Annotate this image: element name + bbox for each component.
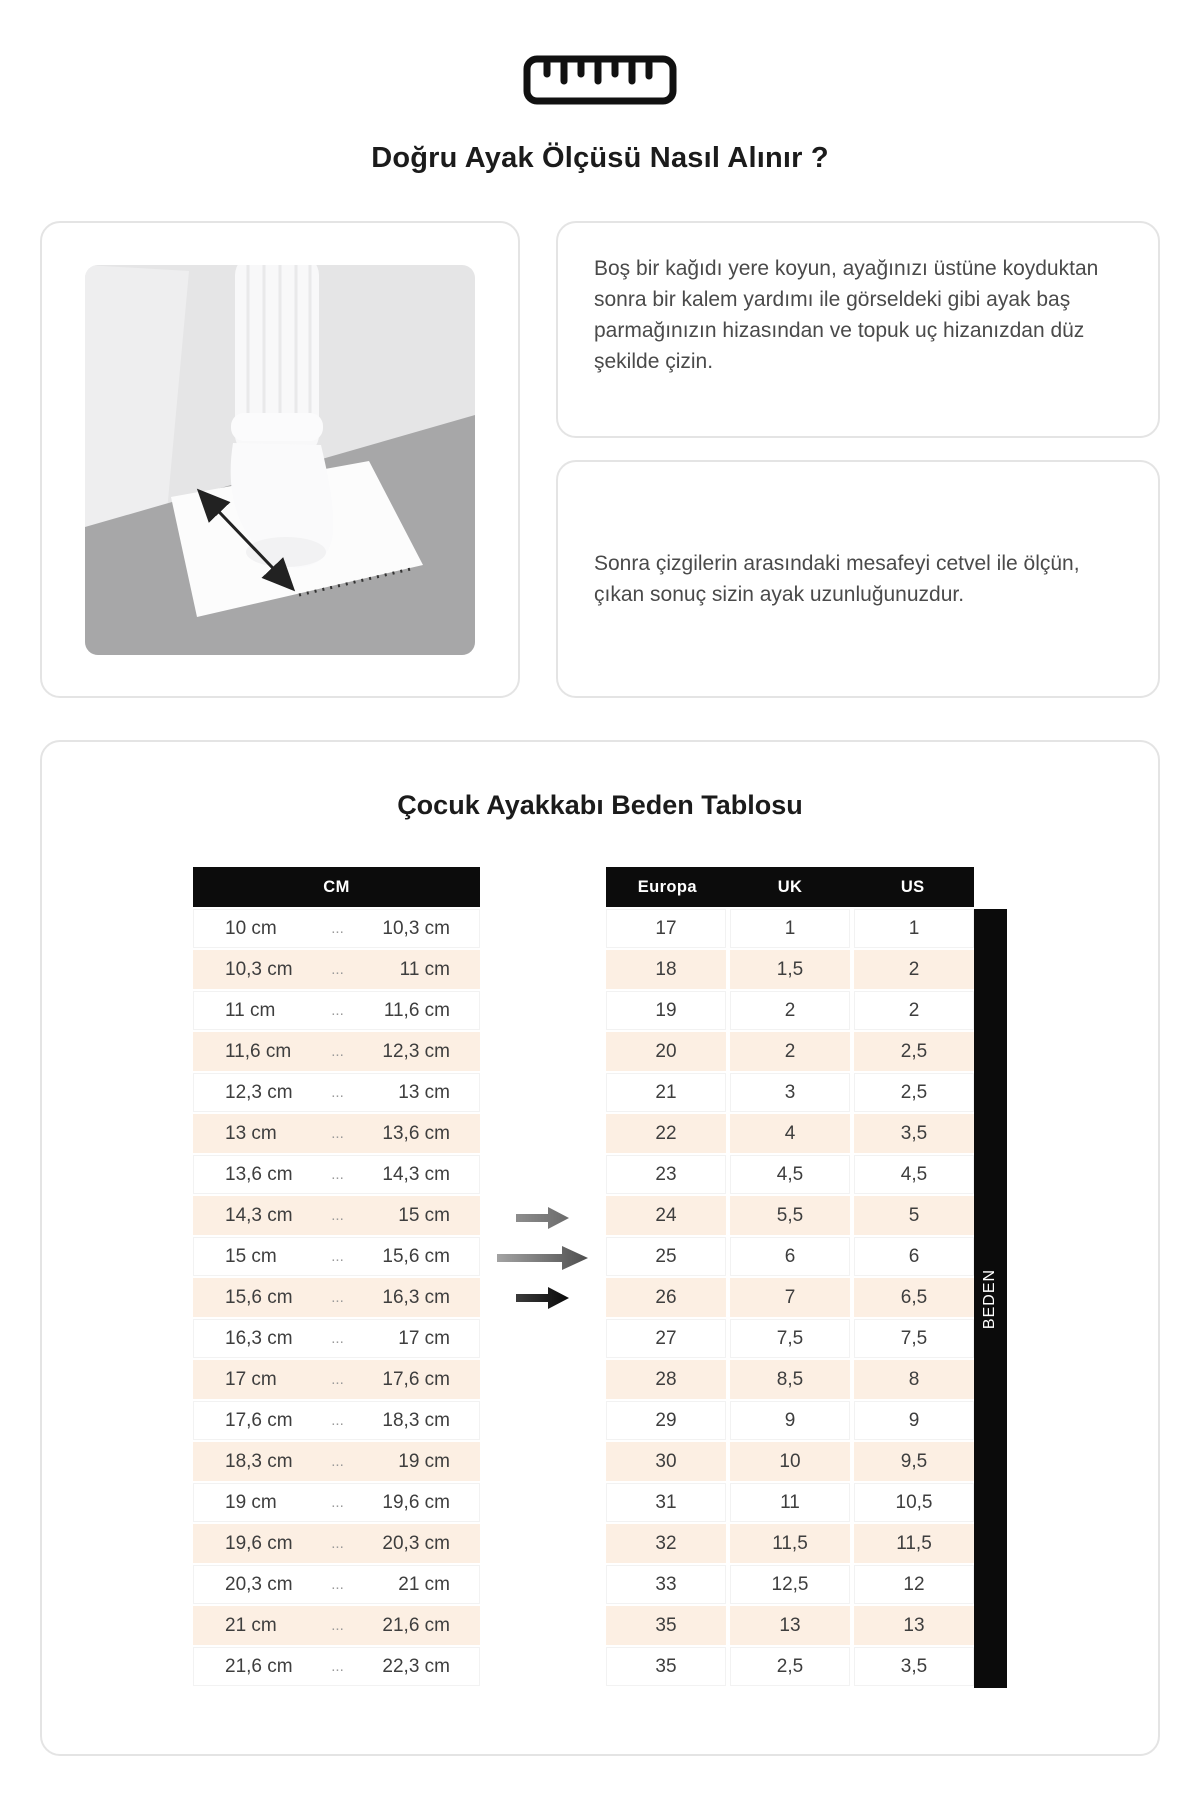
intl-size-cell: 2 xyxy=(730,1032,850,1071)
cm-range-row xyxy=(193,1483,480,1522)
range-separator: ... xyxy=(331,920,344,937)
cm-min-value: 10,3 cm xyxy=(225,958,293,980)
intl-size-cell: 10 xyxy=(730,1442,850,1481)
cm-max-value: 10,3 cm xyxy=(382,917,450,939)
intl-size-cell: 28 xyxy=(606,1360,726,1399)
arrow-right-icon xyxy=(496,1243,590,1273)
intl-size-cell: 24 xyxy=(606,1196,726,1235)
cm-range-row xyxy=(193,1647,480,1686)
intl-size-row xyxy=(606,1565,974,1604)
cm-min-value: 11 cm xyxy=(225,999,276,1021)
cm-max-value: 20,3 cm xyxy=(382,1532,450,1554)
intl-size-row xyxy=(606,1155,974,1194)
cm-min-value: 15 cm xyxy=(225,1245,277,1267)
intl-header-cell: US xyxy=(900,877,925,896)
intl-size-cell: 25 xyxy=(606,1237,726,1276)
arrow-right-icon xyxy=(515,1285,571,1311)
intl-size-cell: 3,5 xyxy=(854,1114,974,1153)
page-header xyxy=(0,54,1200,175)
beden-side-bar xyxy=(974,909,1007,1688)
intl-size-cell: 19 xyxy=(606,991,726,1030)
cm-range-row xyxy=(193,1401,480,1440)
intl-size-cell: 20 xyxy=(606,1032,726,1071)
arrow-right-icon xyxy=(515,1205,571,1231)
range-separator: ... xyxy=(331,1248,344,1265)
cm-range-row xyxy=(193,1032,480,1071)
intl-size-cell: 26 xyxy=(606,1278,726,1317)
size-table-title: Çocuk Ayakkabı Beden Tablosu xyxy=(397,790,803,820)
intl-size-cell: 3,5 xyxy=(854,1647,974,1686)
range-separator: ... xyxy=(331,1658,344,1675)
intl-size-cell: 33 xyxy=(606,1565,726,1604)
intl-size-row xyxy=(606,1401,974,1440)
cm-range-row xyxy=(193,1237,480,1276)
conversion-arrows xyxy=(480,867,606,1311)
cm-max-value: 14,3 cm xyxy=(382,1163,450,1185)
cm-range-row xyxy=(193,1524,480,1563)
cm-range-row xyxy=(193,1278,480,1317)
cm-min-value: 20,3 cm xyxy=(225,1573,293,1595)
cm-range-row xyxy=(193,1155,480,1194)
range-separator: ... xyxy=(331,1494,344,1511)
cm-min-value: 12,3 cm xyxy=(225,1081,293,1103)
intl-size-cell: 13 xyxy=(854,1606,974,1645)
intl-size-cell: 22 xyxy=(606,1114,726,1153)
cm-max-value: 13 cm xyxy=(398,1081,450,1103)
range-separator: ... xyxy=(331,1453,344,1470)
intl-size-cell: 1 xyxy=(854,909,974,948)
intl-size-cell: 5 xyxy=(854,1196,974,1235)
instruction-steps xyxy=(556,221,1160,698)
intl-size-cell: 5,5 xyxy=(730,1196,850,1235)
cm-max-value: 15,6 cm xyxy=(382,1245,450,1267)
intl-size-cell: 6,5 xyxy=(854,1278,974,1317)
intl-size-cell: 9,5 xyxy=(854,1442,974,1481)
intl-size-row xyxy=(606,909,974,948)
intl-size-cell: 2 xyxy=(854,950,974,989)
intl-size-cell: 10,5 xyxy=(854,1483,974,1522)
intl-size-cell: 17 xyxy=(606,909,726,948)
intl-size-cell: 13 xyxy=(730,1606,850,1645)
range-separator: ... xyxy=(331,1289,344,1306)
foot-measurement-photo-card xyxy=(40,221,520,698)
intl-size-row xyxy=(606,1032,974,1071)
intl-size-row xyxy=(606,1360,974,1399)
cm-max-value: 22,3 cm xyxy=(382,1655,450,1677)
intl-size-cell: 35 xyxy=(606,1647,726,1686)
intl-size-cell: 6 xyxy=(730,1237,850,1276)
foot-measurement-photo xyxy=(85,265,475,655)
cm-min-value: 18,3 cm xyxy=(225,1450,293,1472)
cm-table-header: CM xyxy=(193,867,480,907)
intl-size-cell: 29 xyxy=(606,1401,726,1440)
cm-min-value: 13 cm xyxy=(225,1122,277,1144)
intl-size-row xyxy=(606,1114,974,1153)
intl-header-cell: UK xyxy=(777,877,803,896)
intl-size-row xyxy=(606,1278,974,1317)
range-separator: ... xyxy=(331,1576,344,1593)
cm-min-value: 17 cm xyxy=(225,1368,277,1390)
cm-min-value: 11,6 cm xyxy=(225,1040,292,1062)
intl-size-cell: 12,5 xyxy=(730,1565,850,1604)
cm-min-value: 19,6 cm xyxy=(225,1532,293,1554)
intl-size-row xyxy=(606,1524,974,1563)
intl-size-row xyxy=(606,991,974,1030)
cm-max-value: 13,6 cm xyxy=(382,1122,450,1144)
intl-size-cell: 35 xyxy=(606,1606,726,1645)
ruler-icon xyxy=(0,54,1200,106)
cm-min-value: 15,6 cm xyxy=(225,1286,293,1308)
range-separator: ... xyxy=(331,1617,344,1634)
intl-size-cell: 9 xyxy=(730,1401,850,1440)
range-separator: ... xyxy=(331,1371,344,1388)
size-tables xyxy=(42,867,1158,1688)
intl-size-cell: 2,5 xyxy=(854,1073,974,1112)
range-separator: ... xyxy=(331,1330,344,1347)
intl-size-cell: 32 xyxy=(606,1524,726,1563)
cm-max-value: 12,3 cm xyxy=(382,1040,450,1062)
instruction-step-2: Sonra çizgilerin arasındaki mesafeyi cetvel ile ölçün, çıkan sonuç sizin ayak uzunluğunuzdur. xyxy=(556,460,1160,698)
range-separator: ... xyxy=(331,1412,344,1429)
intl-size-cell: 7 xyxy=(730,1278,850,1317)
intl-size-cell: 11,5 xyxy=(854,1524,974,1563)
cm-min-value: 10 cm xyxy=(225,917,277,939)
intl-size-row xyxy=(606,1483,974,1522)
cm-min-value: 19 cm xyxy=(225,1491,277,1513)
cm-table xyxy=(193,867,480,1686)
cm-max-value: 19 cm xyxy=(398,1450,450,1472)
intl-size-table xyxy=(606,867,974,1686)
intl-size-row xyxy=(606,1442,974,1481)
page-title: Doğru Ayak Ölçüsü Nasıl Alınır ? xyxy=(371,142,829,174)
intl-size-cell: 8,5 xyxy=(730,1360,850,1399)
cm-max-value: 21 cm xyxy=(398,1573,450,1595)
cm-range-row xyxy=(193,1196,480,1235)
range-separator: ... xyxy=(331,1084,344,1101)
intl-size-row xyxy=(606,1196,974,1235)
intl-size-row xyxy=(606,1319,974,1358)
intl-size-cell: 7,5 xyxy=(730,1319,850,1358)
cm-table-rows xyxy=(193,909,480,1686)
cm-min-value: 17,6 cm xyxy=(225,1409,293,1431)
cm-max-value: 11 cm xyxy=(399,958,450,980)
cm-range-row xyxy=(193,1442,480,1481)
intl-size-cell: 1,5 xyxy=(730,950,850,989)
intl-size-row xyxy=(606,1647,974,1686)
intl-size-cell: 12 xyxy=(854,1565,974,1604)
cm-max-value: 18,3 cm xyxy=(382,1409,450,1431)
intl-size-cell: 31 xyxy=(606,1483,726,1522)
cm-max-value: 19,6 cm xyxy=(382,1491,450,1513)
intl-size-cell: 6 xyxy=(854,1237,974,1276)
range-separator: ... xyxy=(331,1535,344,1552)
intl-size-cell: 11 xyxy=(730,1483,850,1522)
cm-min-value: 13,6 cm xyxy=(225,1163,293,1185)
cm-range-row xyxy=(193,1319,480,1358)
intl-size-cell: 18 xyxy=(606,950,726,989)
size-table-card xyxy=(40,740,1160,1756)
cm-range-row xyxy=(193,950,480,989)
intl-size-cell: 8 xyxy=(854,1360,974,1399)
intl-table-header xyxy=(606,867,974,907)
intl-size-cell: 2 xyxy=(854,991,974,1030)
cm-min-value: 21 cm xyxy=(225,1614,277,1636)
cm-max-value: 16,3 cm xyxy=(382,1286,450,1308)
range-separator: ... xyxy=(331,1166,344,1183)
intl-size-cell: 1 xyxy=(730,909,850,948)
intl-size-cell: 7,5 xyxy=(854,1319,974,1358)
range-separator: ... xyxy=(331,961,344,978)
intl-size-cell: 3 xyxy=(730,1073,850,1112)
intl-size-cell: 4,5 xyxy=(730,1155,850,1194)
cm-min-value: 14,3 cm xyxy=(225,1204,293,1226)
intl-size-cell: 30 xyxy=(606,1442,726,1481)
range-separator: ... xyxy=(331,1207,344,1224)
cm-max-value: 11,6 cm xyxy=(383,999,450,1021)
intl-size-row xyxy=(606,1237,974,1276)
cm-range-row xyxy=(193,991,480,1030)
intl-size-cell: 23 xyxy=(606,1155,726,1194)
intl-size-cell: 2 xyxy=(730,991,850,1030)
cm-range-row xyxy=(193,1073,480,1112)
cm-min-value: 21,6 cm xyxy=(225,1655,293,1677)
cm-max-value: 17,6 cm xyxy=(382,1368,450,1390)
cm-range-row xyxy=(193,909,480,948)
intl-size-cell: 4,5 xyxy=(854,1155,974,1194)
intl-size-cell: 2,5 xyxy=(854,1032,974,1071)
cm-range-row xyxy=(193,1360,480,1399)
intl-size-row xyxy=(606,950,974,989)
cm-range-row xyxy=(193,1606,480,1645)
howto-section xyxy=(40,221,1160,698)
cm-range-row xyxy=(193,1114,480,1153)
intl-size-cell: 4 xyxy=(730,1114,850,1153)
cm-max-value: 21,6 cm xyxy=(382,1614,450,1636)
range-separator: ... xyxy=(331,1002,344,1019)
intl-size-cell: 27 xyxy=(606,1319,726,1358)
beden-label: BEDEN xyxy=(981,1268,999,1329)
range-separator: ... xyxy=(331,1125,344,1142)
intl-size-cell: 2,5 xyxy=(730,1647,850,1686)
cm-max-value: 15 cm xyxy=(398,1204,450,1226)
intl-size-row xyxy=(606,1606,974,1645)
intl-header-cell: Europa xyxy=(637,877,697,896)
instruction-step-1: Boş bir kağıdı yere koyun, ayağınızı üstüne koyduktan sonra bir kalem yardımı ile görseldeki gibi ayak baş parmağınızın hizasından ve topuk uç hizanızdan düz şekilde çizin. xyxy=(556,221,1160,438)
intl-table-rows xyxy=(606,909,974,1686)
intl-size-row xyxy=(606,1073,974,1112)
intl-size-cell: 11,5 xyxy=(730,1524,850,1563)
cm-range-row xyxy=(193,1565,480,1604)
cm-min-value: 16,3 cm xyxy=(225,1327,293,1349)
range-separator: ... xyxy=(331,1043,344,1060)
intl-size-cell: 21 xyxy=(606,1073,726,1112)
intl-size-cell: 9 xyxy=(854,1401,974,1440)
cm-max-value: 17 cm xyxy=(398,1327,450,1349)
